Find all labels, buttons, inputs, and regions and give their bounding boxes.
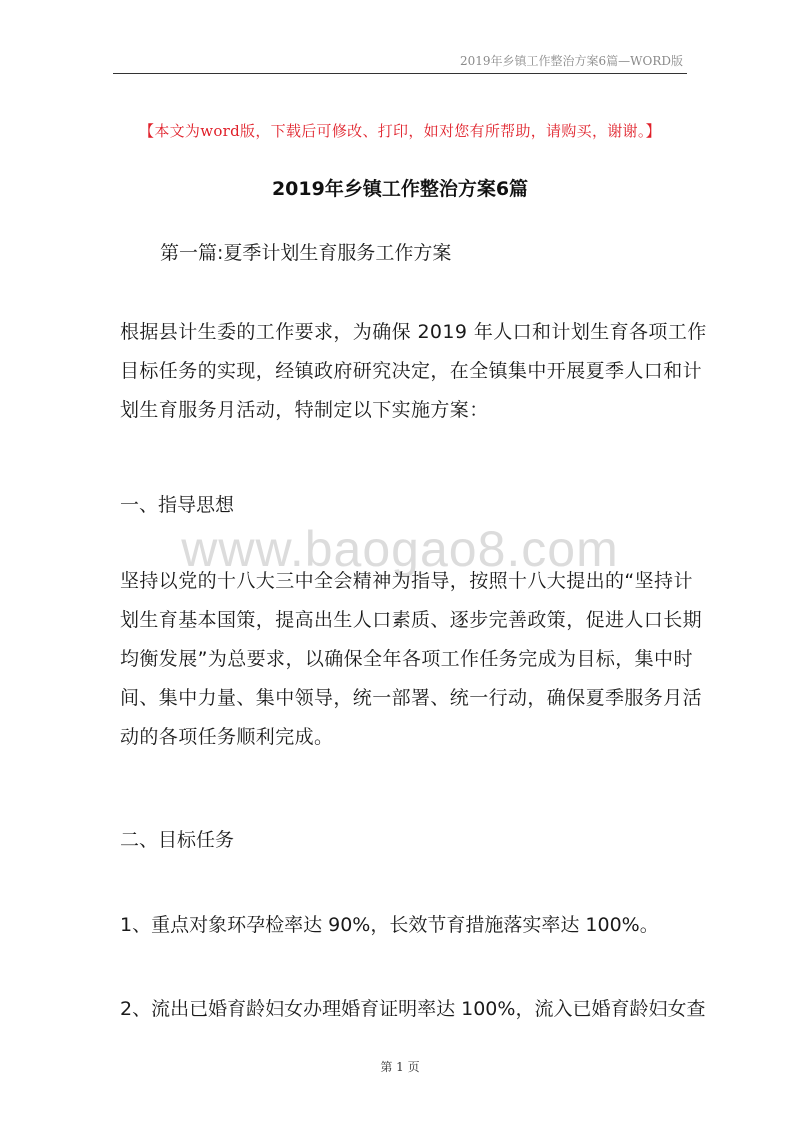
intro-paragraph <box>120 313 707 430</box>
document-title: 2019年乡镇工作整治方案6篇 <box>271 178 529 200</box>
section-heading-guiding-ideology: 一、指导思想 <box>120 494 235 516</box>
watermark: www.baogao8.com <box>181 521 619 577</box>
paragraph-line: 划生育基本国策，提高出生人口素质、逐步完善政策，促进人口长期 <box>120 609 703 631</box>
running-header: 2019年乡镇工作整治方案6篇—WORD版 <box>459 54 683 68</box>
intro-line: 划生育服务月活动，特制定以下实施方案： <box>120 399 489 421</box>
header-divider <box>113 73 687 74</box>
section-heading-targets: 二、目标任务 <box>120 829 235 851</box>
chapter-subtitle: 第一篇:夏季计划生育服务工作方案 <box>160 242 452 264</box>
intro-line: 目标任务的实现，经镇政府研究决定，在全镇集中开展夏季人口和计 <box>120 360 703 382</box>
paragraph-line: 坚持以党的十八大三中全会精神为指导，按照十八大提出的“坚持计 <box>120 570 693 592</box>
intro-line: 根据县计生委的工作要求，为确保 2019 年人口和计划生育各项工作 <box>120 321 707 343</box>
paragraph-line: 间、集中力量、集中领导，统一部署、统一行动，确保夏季服务月活 <box>120 687 703 709</box>
target-item-2: 2、流出已婚育龄妇女办理婚育证明率达 100%，流入已婚育龄妇女查 <box>120 998 706 1020</box>
paragraph-line: 均衡发展”为总要求，以确保全年各项工作任务完成为目标，集中时 <box>120 648 693 670</box>
page-number: 第 1 页 <box>380 1060 420 1074</box>
purchase-notice: 【本文为word版，下载后可修改、打印，如对您有所帮助，请购买，谢谢。】 <box>139 122 661 140</box>
paragraph-line: 动的各项任务顺利完成。 <box>120 726 334 748</box>
target-item-1: 1、重点对象环孕检率达 90%，长效节育措施落实率达 100%。 <box>120 914 659 936</box>
guiding-ideology-paragraph <box>120 562 703 757</box>
